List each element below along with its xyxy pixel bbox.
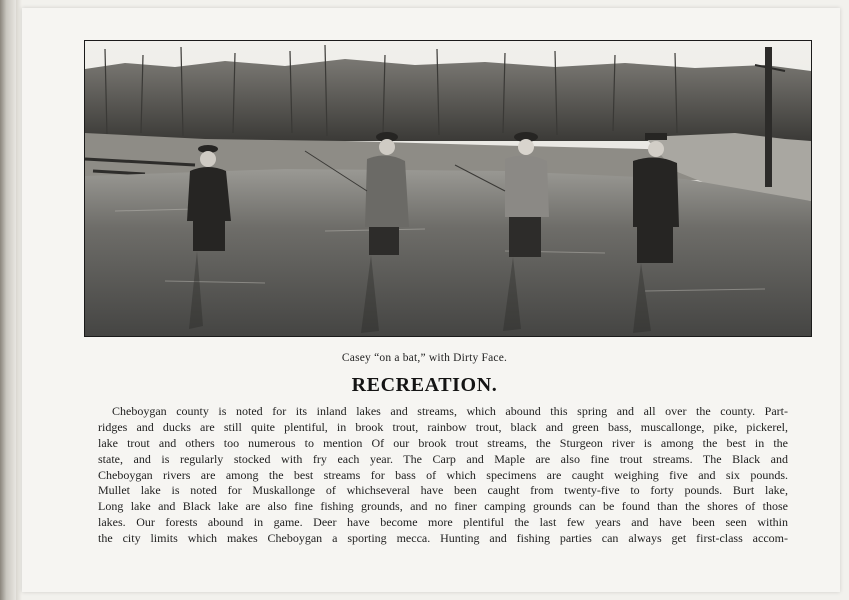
- article-body: [98, 404, 788, 547]
- body-line: lake trout and others too numerous to mention Of our brook trout streams, the Sturgeon river is among the best in the: [98, 435, 788, 450]
- body-line: state, and is regularly stocked with fry each year. The Carp and Maple are also fine trout streams. The Black and: [98, 451, 788, 466]
- article-heading: RECREATION.: [351, 374, 498, 396]
- body-line: Mullet lake is noted for Muskallonge of whichseveral have been caught from twenty-five to forty pounds. Burt lake,: [98, 483, 788, 498]
- body-line: Long lake and Black lake are also fine fishing grounds, and no finer camping grounds can be found than the shores of those: [98, 499, 788, 514]
- body-line: Cheboygan county is noted for its inland lakes and streams, which abound this spring and all over the county. Part-: [112, 404, 788, 418]
- body-line: the city limits which makes Cheboygan a sporting mecca. Hunting and fishing parties can always get first-class accom-: [98, 531, 788, 546]
- book-binding: [0, 0, 16, 600]
- photo-caption: Casey “on a bat,” with Dirty Face.: [341, 352, 508, 364]
- body-line: lakes. Our forests abound in game. Deer have become more plentiful the last few years and have been seen within: [98, 515, 788, 530]
- body-line: ridges and ducks are still quite plentiful, in brook trout, rainbow trout, black and green bass, muscallonge, pike, pickerel,: [98, 419, 788, 434]
- fishing-photograph: [84, 40, 812, 337]
- body-line: Cheboygan rivers are among the best streams for bass of which specimens are caught weighing five and six pounds.: [98, 467, 788, 482]
